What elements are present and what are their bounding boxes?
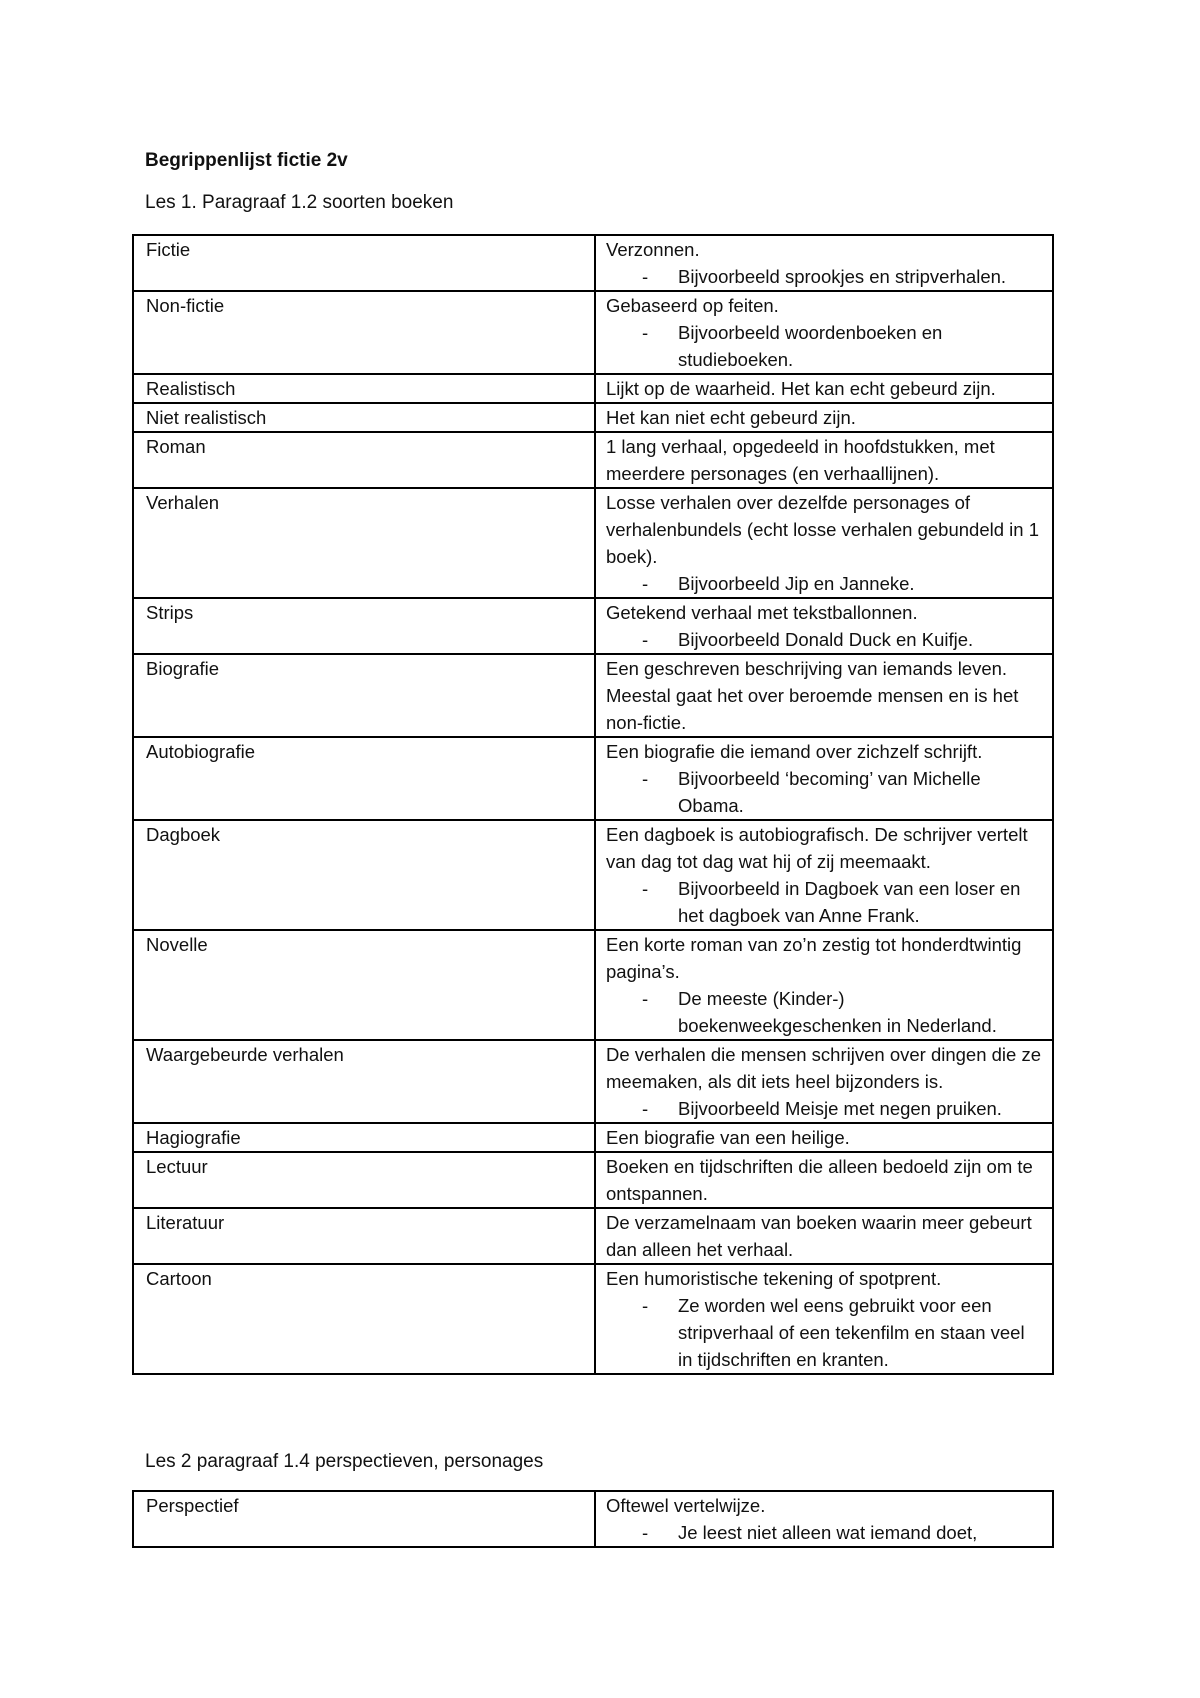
example-list: [606, 319, 1044, 373]
table-row: [133, 654, 1053, 737]
example-list: [606, 570, 1044, 597]
term-cell: Novelle: [133, 930, 595, 1040]
table-row: [133, 1491, 1053, 1547]
definition-cell: [595, 374, 1053, 403]
term-cell: Cartoon: [133, 1264, 595, 1374]
example-item: - Bijvoorbeeld sprookjes en stripverhalen.: [606, 263, 1044, 290]
term-cell: Literatuur: [133, 1208, 595, 1264]
definition-cell: [595, 598, 1053, 654]
term-cell: Strips: [133, 598, 595, 654]
example-list: [606, 765, 1044, 819]
table-row: [133, 374, 1053, 403]
definition-cell: [595, 930, 1053, 1040]
table-row: [133, 1208, 1053, 1264]
definition-cell: [595, 291, 1053, 374]
definition-text: Getekend verhaal met tekstballonnen.: [606, 602, 918, 623]
definition-text: Oftewel vertelwijze.: [606, 1495, 766, 1516]
table-row: [133, 1264, 1053, 1374]
term-cell: Fictie: [133, 235, 595, 291]
term-cell: Hagiografie: [133, 1123, 595, 1152]
definition-cell: [595, 1208, 1053, 1264]
example-item: - Bijvoorbeeld Donald Duck en Kuifje.: [606, 626, 1044, 653]
table-row: [133, 488, 1053, 598]
term-cell: Biografie: [133, 654, 595, 737]
definition-text: Verzonnen.: [606, 239, 700, 260]
term-cell: Perspectief: [133, 1491, 595, 1547]
example-list: [606, 1095, 1044, 1122]
example-item: - Bijvoorbeeld ‘becoming’ van Michelle Obama.: [606, 765, 1044, 819]
document-title: Begrippenlijst fictie 2v: [145, 150, 348, 171]
term-cell: Niet realistisch: [133, 403, 595, 432]
definition-text: De verhalen die mensen schrijven over dingen die ze meemaken, als dit iets heel bijzonders is.: [606, 1044, 1042, 1092]
table-row: [133, 820, 1053, 930]
definition-text: Een korte roman van zo’n zestig tot honderdtwintig pagina’s.: [606, 934, 1022, 982]
term-cell: Autobiografie: [133, 737, 595, 820]
example-item: - Bijvoorbeeld Jip en Janneke.: [606, 570, 1044, 597]
example-list: [606, 263, 1044, 290]
definition-text: Gebaseerd op feiten.: [606, 295, 779, 316]
definition-cell: [595, 1491, 1053, 1547]
example-item: - De meeste (Kinder-) boekenweekgeschenken in Nederland.: [606, 985, 1044, 1039]
term-cell: Realistisch: [133, 374, 595, 403]
definition-cell: [595, 654, 1053, 737]
definition-text: Een biografie van een heilige.: [606, 1127, 850, 1148]
definition-cell: [595, 737, 1053, 820]
definition-text: Het kan niet echt gebeurd zijn.: [606, 407, 856, 428]
definition-cell: [595, 820, 1053, 930]
definition-text: Losse verhalen over dezelfde personages of verhalenbundels (echt losse verhalen gebundeld in 1 boek).: [606, 492, 1039, 567]
definition-text: Een humoristische tekening of spotprent.: [606, 1268, 942, 1289]
definition-text: Lijkt op de waarheid. Het kan echt gebeurd zijn.: [606, 378, 996, 399]
table-row: [133, 432, 1053, 488]
example-item: - Je leest niet alleen wat iemand doet,: [606, 1519, 1044, 1546]
terms-table-les-2: [132, 1490, 1054, 1548]
table-row: [133, 403, 1053, 432]
table-row: [133, 1123, 1053, 1152]
definition-text: Een dagboek is autobiografisch. De schrijver vertelt van dag tot dag wat hij of zij meemaakt.: [606, 824, 1028, 872]
section-heading-les-2: Les 2 paragraaf 1.4 perspectieven, personages: [145, 1451, 544, 1472]
term-cell: Dagboek: [133, 820, 595, 930]
table-row: [133, 598, 1053, 654]
definition-cell: [595, 403, 1053, 432]
example-list: [606, 875, 1044, 929]
term-cell: Non-fictie: [133, 291, 595, 374]
table-row: [133, 1040, 1053, 1123]
definition-text: Een geschreven beschrijving van iemands leven. Meestal gaat het over beroemde mensen en is het non-fictie.: [606, 658, 1019, 733]
example-item: - Bijvoorbeeld in Dagboek van een loser en het dagboek van Anne Frank.: [606, 875, 1044, 929]
definition-cell: [595, 432, 1053, 488]
definition-cell: [595, 1123, 1053, 1152]
definition-text: Een biografie die iemand over zichzelf schrijft.: [606, 741, 983, 762]
section-heading-les-1: Les 1. Paragraaf 1.2 soorten boeken: [145, 192, 454, 213]
example-item: - Ze worden wel eens gebruikt voor een stripverhaal of een tekenfilm en staan veel in tijdschriften en kranten.: [606, 1292, 1044, 1373]
example-item: - Bijvoorbeeld Meisje met negen pruiken.: [606, 1095, 1044, 1122]
example-item: - Bijvoorbeeld woordenboeken en studieboeken.: [606, 319, 1044, 373]
example-list: [606, 985, 1044, 1039]
table-row: [133, 1152, 1053, 1208]
example-list: [606, 626, 1044, 653]
term-cell: Waargebeurde verhalen: [133, 1040, 595, 1123]
definition-cell: [595, 1040, 1053, 1123]
definition-cell: [595, 488, 1053, 598]
definition-cell: [595, 235, 1053, 291]
example-list: [606, 1519, 1044, 1546]
definition-text: De verzamelnaam van boeken waarin meer gebeurt dan alleen het verhaal.: [606, 1212, 1032, 1260]
definition-text: 1 lang verhaal, opgedeeld in hoofdstukken, met meerdere personages (en verhaallijnen).: [606, 436, 995, 484]
definition-text: Boeken en tijdschriften die alleen bedoeld zijn om te ontspannen.: [606, 1156, 1033, 1204]
example-list: [606, 1292, 1044, 1373]
term-cell: Verhalen: [133, 488, 595, 598]
definition-cell: [595, 1264, 1053, 1374]
table-row: [133, 235, 1053, 291]
term-cell: Lectuur: [133, 1152, 595, 1208]
table-row: [133, 291, 1053, 374]
definition-cell: [595, 1152, 1053, 1208]
term-cell: Roman: [133, 432, 595, 488]
table-row: [133, 930, 1053, 1040]
terms-table-les-1: [132, 234, 1054, 1375]
table-row: [133, 737, 1053, 820]
